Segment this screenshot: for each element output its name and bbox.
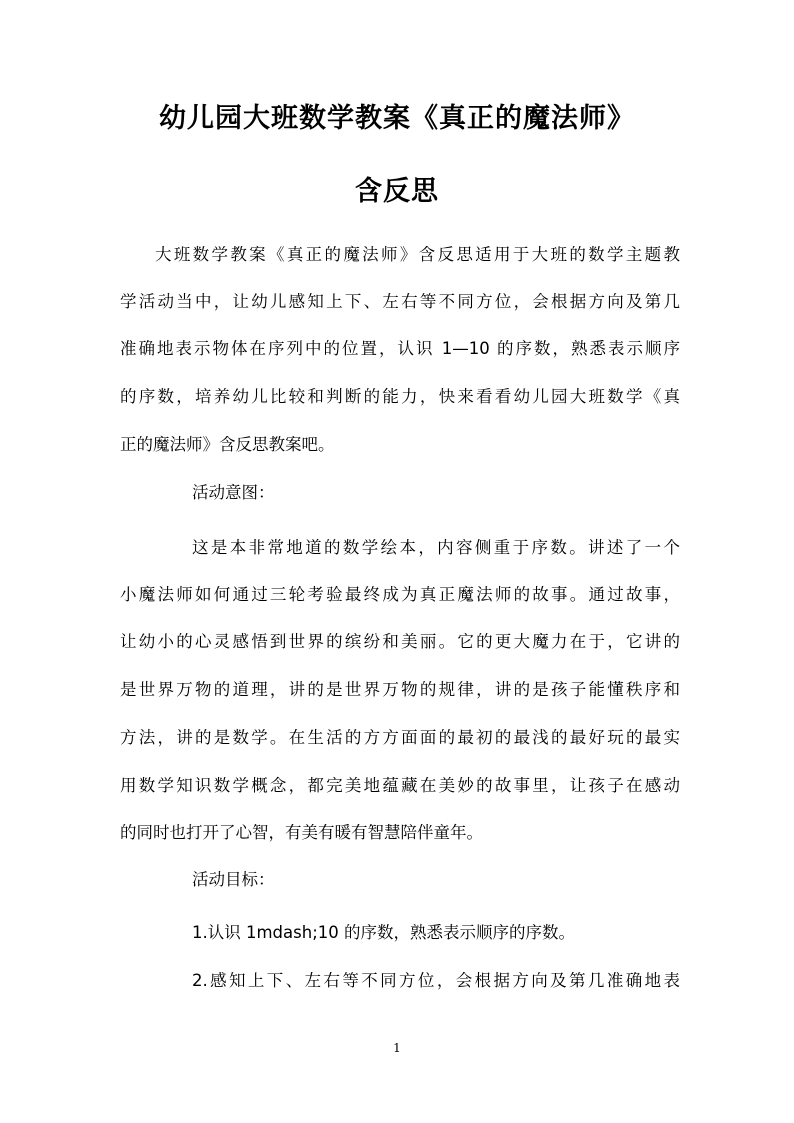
intro-line-5: 正的魔法师》含反思教案吧。 — [120, 435, 335, 454]
intent-line-5: 方法，讲的是数学。在生活的方方面面的最初的最浅的最好玩的最实 — [120, 728, 680, 747]
goal-item-2: 2.感知上下、左右等不同方位，会根据方向及第几准确地表 — [192, 971, 680, 990]
intent-line-7: 的同时也打开了心智，有美有暖有智慧陪伴童年。 — [120, 823, 483, 842]
document-title-line-1: 幼儿园大班数学教案《真正的魔法师》 — [159, 103, 635, 134]
intro-line-2: 学活动当中，让幼儿感知上下、左右等不同方位，会根据方向及第几 — [120, 292, 680, 311]
page-number: 1 — [393, 1041, 401, 1055]
intro-line-4: 的序数，培养幼儿比较和判断的能力，快来看看幼儿园大班数学《真 — [120, 387, 680, 406]
goal-item-1: 1.认识 1mdash;10 的序数，熟悉表示顺序的序数。 — [192, 923, 575, 942]
intro-line-3: 准确地表示物体在序列中的位置，认识 1—10 的序数，熟悉表示顺序 — [120, 339, 680, 358]
document-title-line-2: 含反思 — [355, 176, 439, 207]
intent-line-6: 用数学知识数学概念，都完美地蕴藏在美妙的故事里，让孩子在感动 — [120, 776, 680, 795]
intent-line-4: 是世界万物的道理，讲的是世界万物的规律，讲的是孩子能懂秩序和 — [120, 680, 680, 699]
intent-line-1: 这是本非常地道的数学绘本，内容侧重于序数。讲述了一个 — [192, 538, 680, 557]
intent-line-3: 让幼小的心灵感悟到世界的缤纷和美丽。它的更大魔力在于，它讲的 — [120, 632, 680, 651]
intent-line-2: 小魔法师如何通过三轮考验最终成为真正魔法师的故事。通过故事， — [120, 585, 680, 604]
intent-heading: 活动意图： — [192, 483, 275, 502]
goals-heading: 活动目标： — [192, 870, 275, 889]
intro-line-1: 大班数学教案《真正的魔法师》含反思适用于大班的数学主题教 — [155, 245, 680, 264]
